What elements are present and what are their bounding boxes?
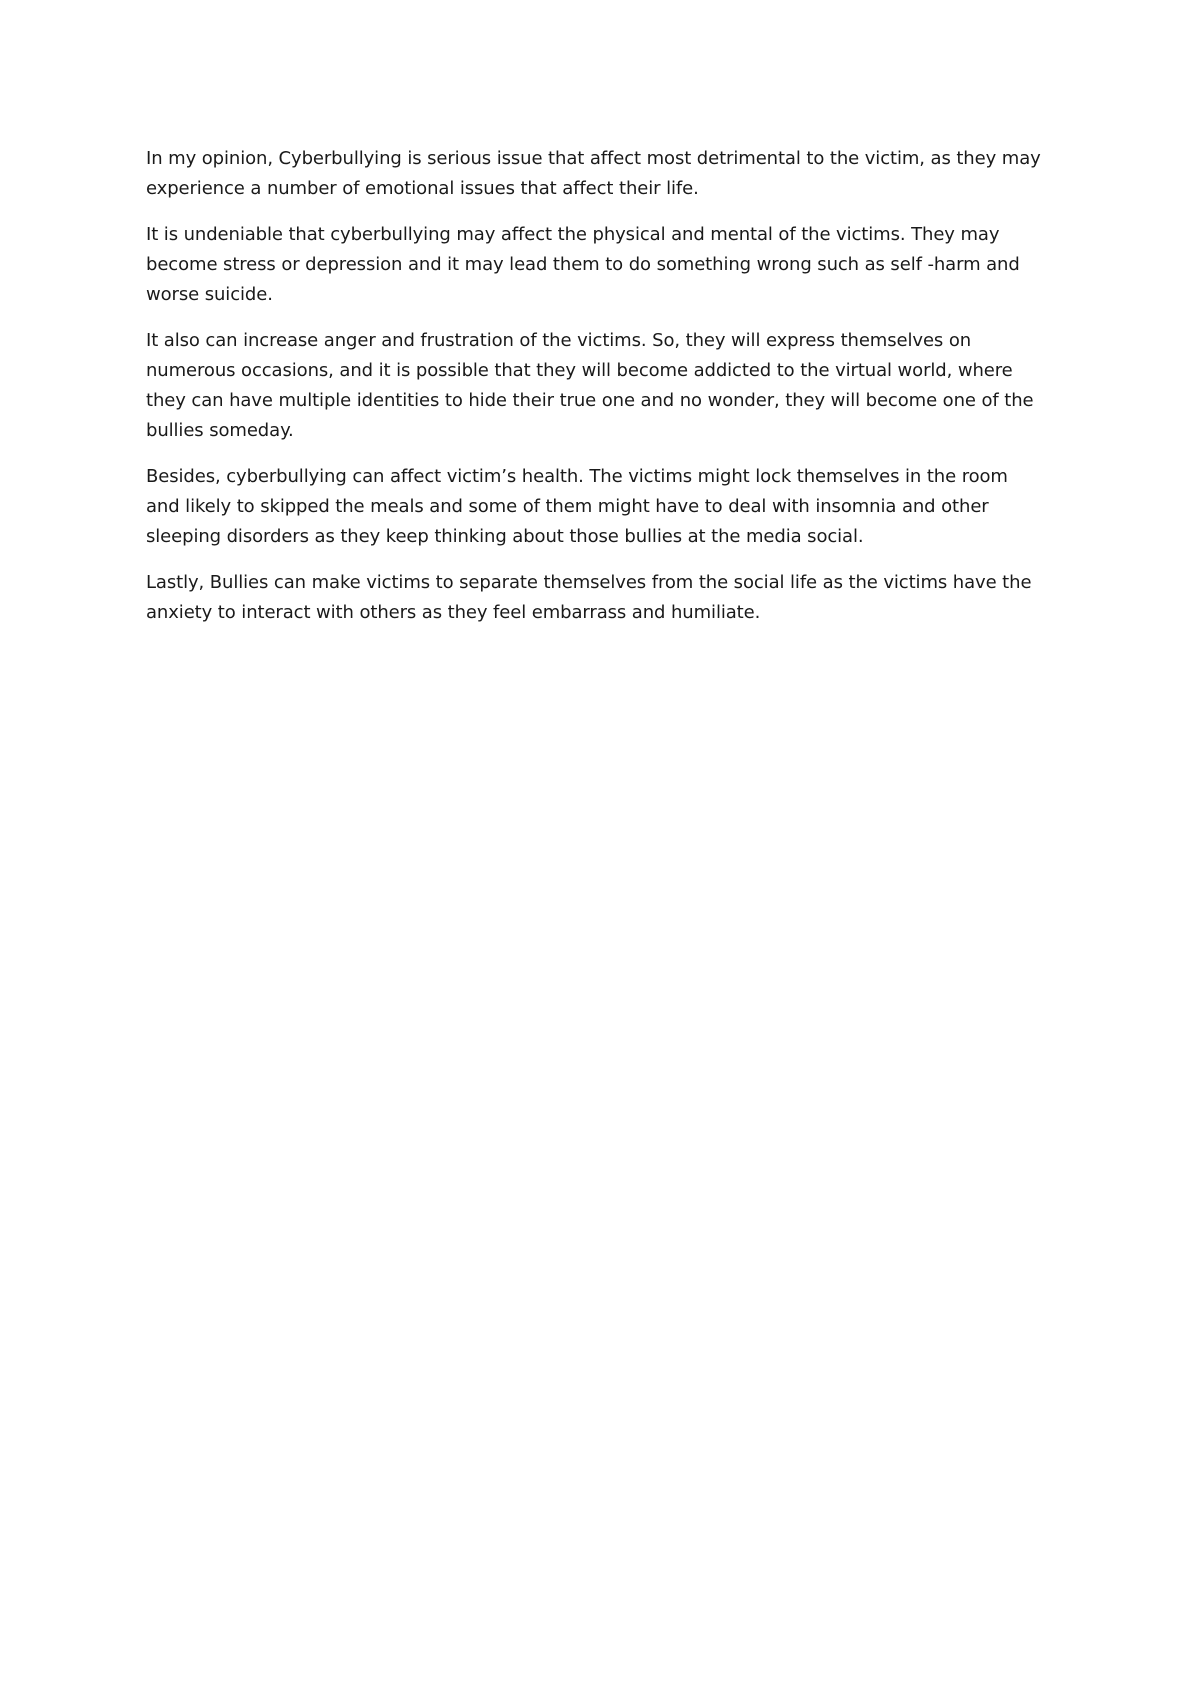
document-body	[146, 144, 1046, 644]
paragraph-1: In my opinion, Cyberbullying is serious issue that affect most detrimental to the victim, as they may experience a number of emotional issues that affect their life.	[146, 148, 1041, 199]
paragraph-5: Lastly, Bullies can make victims to separate themselves from the social life as the victims have the anxiety to interact with others as they feel embarrass and humiliate.	[146, 572, 1032, 623]
paragraph-3: It also can increase anger and frustration of the victims. So, they will express themselves on numerous occasions, and it is possible that they will become addicted to the virtual world, where they can have multiple identities to hide their true one and no wonder, they will become one of the bullies someday.	[146, 330, 1034, 441]
paragraph-2: It is undeniable that cyberbullying may affect the physical and mental of the victims. They may become stress or depression and it may lead them to do something wrong such as self -harm and worse suicide.	[146, 224, 1020, 305]
paragraph-4: Besides, cyberbullying can affect victim’s health. The victims might lock themselves in the room and likely to skipped the meals and some of them might have to deal with insomnia and other sleeping disorders as they keep thinking about those bullies at the media social.	[146, 466, 1008, 547]
